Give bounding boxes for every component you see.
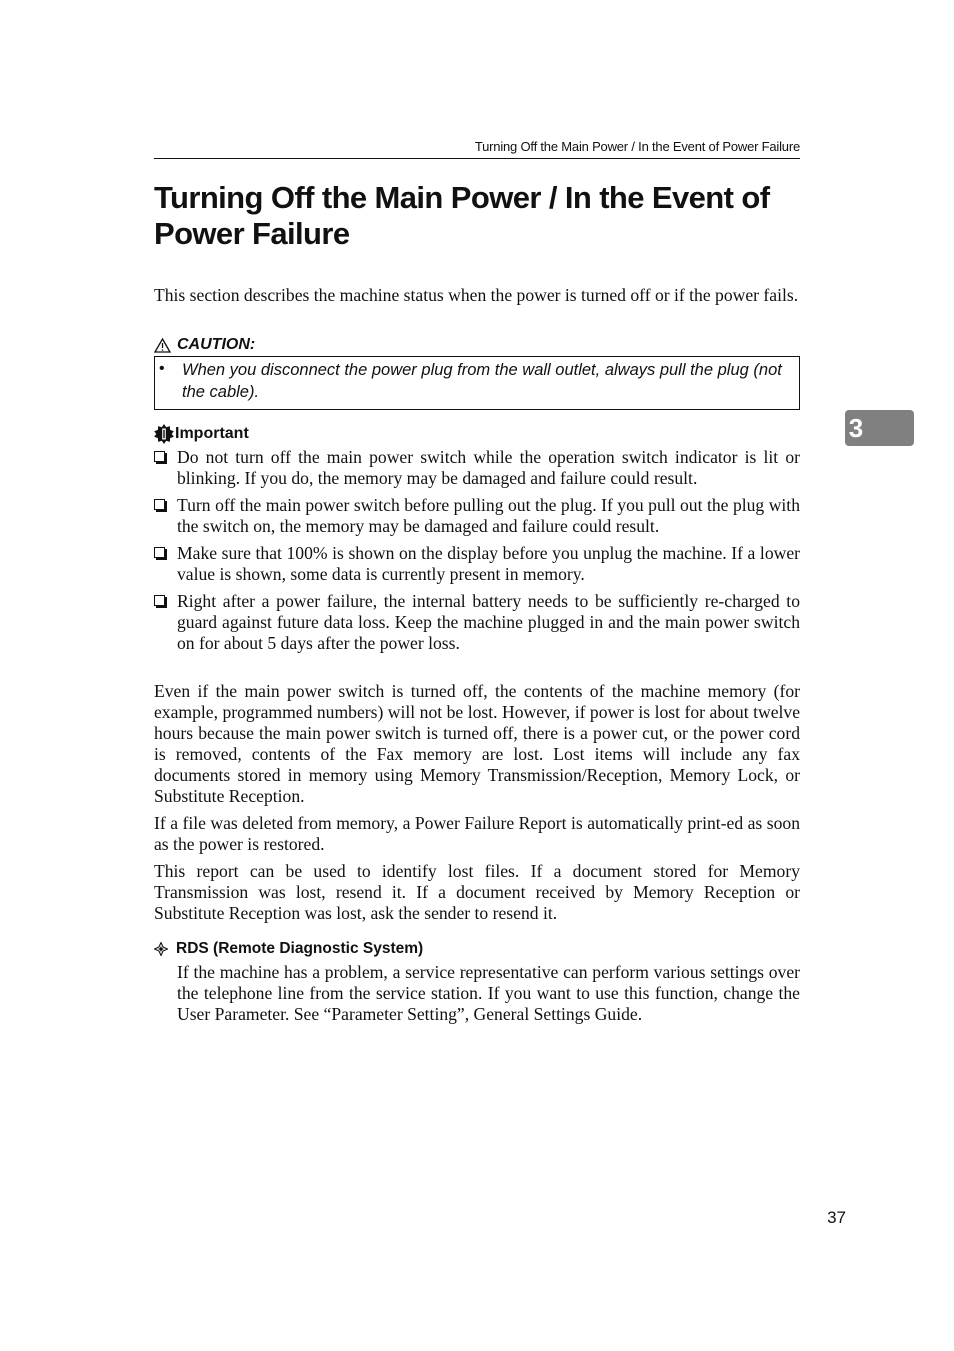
list-item: [154, 591, 800, 654]
caution-box: [154, 356, 800, 410]
important-list: [154, 447, 800, 660]
rds-body: If the machine has a problem, a service representative can perform various settings over the telephone line from the service station. If you want to use this function, change the User Parameter. See “Parameter Setting”, General Settings Guide.: [177, 962, 800, 1024]
list-item-text: Make sure that 100% is shown on the display before you unplug the machine. If a lower value is shown, some data is currently present in memory.: [177, 543, 800, 584]
caution-label-text: CAUTION:: [177, 336, 256, 353]
list-item-text: Right after a power failure, the internal battery needs to be sufficiently re-charged to guard against future data loss. Keep the machine plugged in and the main power switch on for about 5 days after the power loss.: [177, 591, 800, 653]
intro-paragraph: This section describes the machine status when the power is turned off or if the power fails.: [154, 285, 799, 305]
body-paragraph: If a file was deleted from memory, a Power Failure Report is automatically print-ed as soon as the power is restored.: [154, 813, 800, 854]
list-item: [154, 447, 800, 489]
checkbox-icon: [154, 547, 165, 558]
checkbox-icon: [154, 595, 165, 606]
rds-heading-text: RDS (Remote Diagnostic System): [176, 940, 424, 957]
page-title: [154, 180, 814, 252]
body-paragraphs: [154, 681, 800, 930]
caution-label: [154, 336, 255, 354]
body-paragraph: This report can be used to identify lost files. If a document stored for Memory Transmission was lost, resend it. If a document received by Memory Reception or Substitute Reception was lost, ask the sender to resend it.: [154, 861, 800, 923]
page-title-line2: Power Failure: [154, 216, 350, 251]
important-badge-icon: [154, 424, 174, 444]
list-item-text: Turn off the main power switch before pulling out the plug. If you pull out the plug with the switch on, the memory may be damaged and failure could result.: [177, 495, 800, 536]
important-label: [154, 424, 249, 444]
list-item: [154, 495, 800, 537]
page-title-line1: Turning Off the Main Power / In the Event of: [154, 180, 770, 215]
rds-heading: [154, 940, 423, 958]
running-header: Turning Off the Main Power / In the Event of Power Failure: [474, 139, 800, 154]
list-item-text: Do not turn off the main power switch while the operation switch indicator is lit or blinking. If you do, the memory may be damaged and failure could result.: [177, 447, 800, 488]
diamond-bullet-icon: [154, 942, 168, 956]
important-label-text: Important: [175, 425, 249, 442]
caution-text: When you disconnect the power plug from the wall outlet, always pull the plug (not the cable).: [182, 361, 782, 401]
checkbox-icon: [154, 451, 165, 462]
warning-triangle-icon: [154, 338, 171, 353]
caution-bullet: •: [159, 360, 165, 377]
page-number: 37: [827, 1208, 846, 1227]
header-rule: [154, 158, 800, 159]
chapter-tab-number: 3: [848, 413, 864, 443]
list-item: [154, 543, 800, 585]
body-paragraph: Even if the main power switch is turned off, the contents of the machine memory (for example, programmed numbers) will not be lost. However, if power is lost for about twelve hours because the main power switch is turned off, there is a power cut, or the power cord is removed, contents of the Fax memory are lost. Lost items will include any fax documents stored in memory using Memory Transmission/Reception, Memory Lock, or Substitute Reception.: [154, 681, 800, 806]
checkbox-icon: [154, 499, 165, 510]
